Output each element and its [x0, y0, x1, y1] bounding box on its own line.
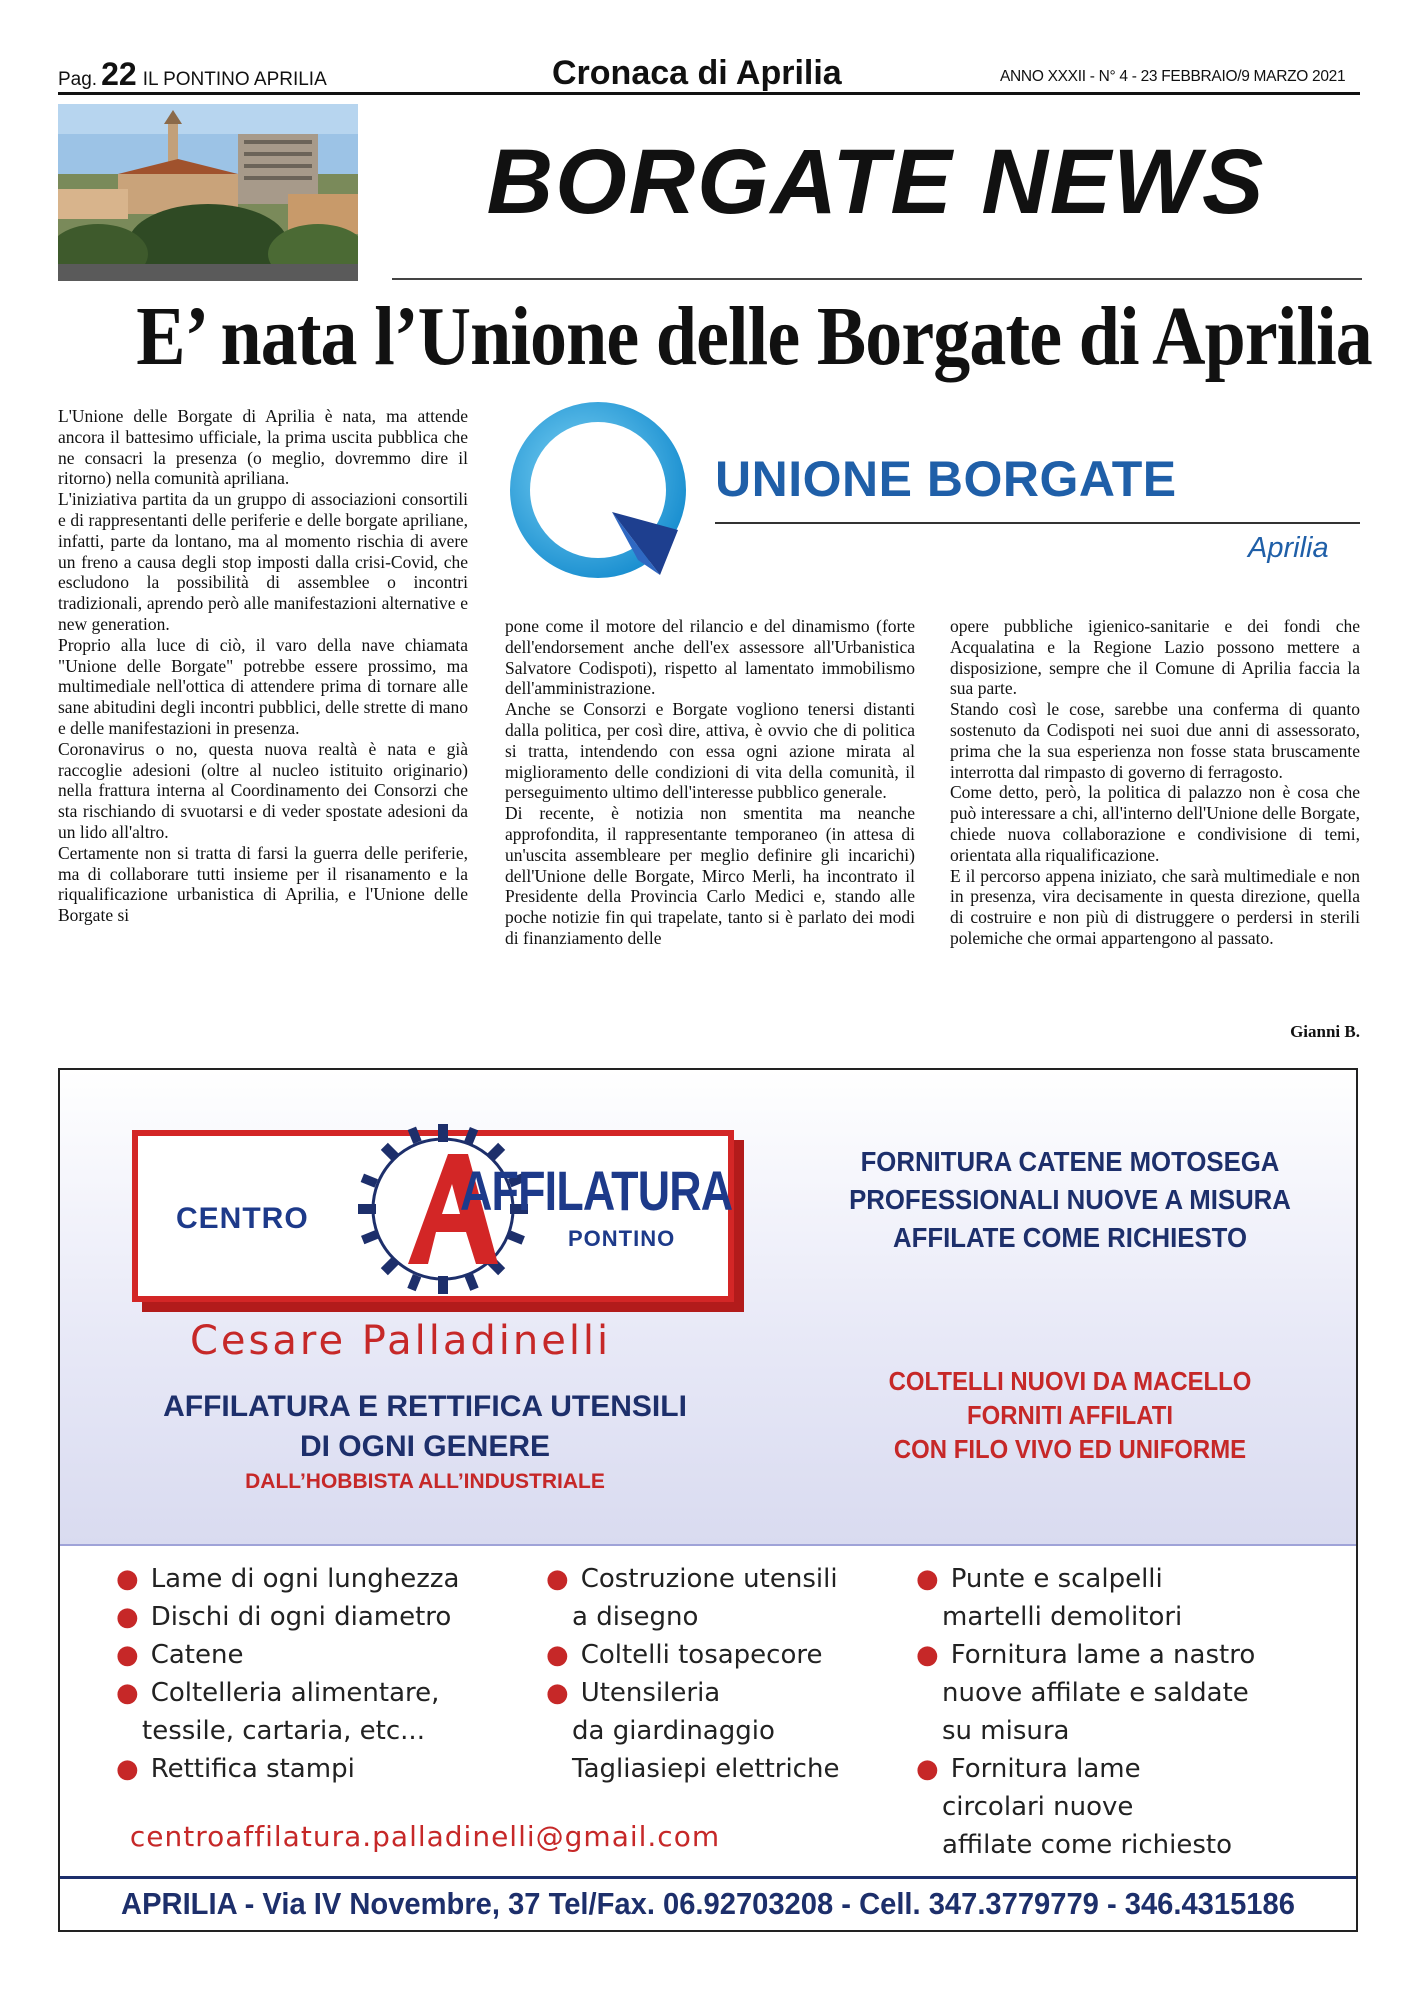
paragraph: Coronavirus o no, questa nuova realtà è nata e già raccoglie adesioni (oltre al nucleo istituito originario) nella frattura interna al Coordinamento dei Consorzi che sta rischiando di svuotarsi e di veder spostate adesioni da un lido all'altro.: [58, 738, 468, 842]
contact-address: APRILIA - Via IV Novembre, 37 Tel/Fax. 06.92703208 - Cell. 347.3779779 - 346.4315186: [121, 1886, 1295, 1921]
list-item: ● Fornitura lame a nastro: [916, 1640, 1256, 1670]
paragraph: E il percorso appena iniziato, che sarà multimediale e non in presenza, vira decisamente in questa direzione, quella di costruire e non più di distruggere o perdersi in sterili polemiche che ormai appartengono al passato.: [950, 865, 1360, 948]
paragraph: L'Unione delle Borgate di Aprilia è nata, ma attende ancora il battesimo ufficiale, la prima uscita pubblica che ne consacri la presenza (o meglio, dovremmo dire il ritorno) nella comunità apriliana.: [58, 406, 468, 489]
list-item: ● Lame di ogni lunghezza: [116, 1564, 460, 1594]
list-item: ● Dischi di ogni diametro: [116, 1602, 452, 1632]
list-item: ● Rettifica stampi: [116, 1754, 355, 1784]
address-divider: [60, 1876, 1356, 1879]
logo-divider: [715, 522, 1360, 524]
list-item-continued: tessile, cartaria, etc...: [142, 1716, 425, 1746]
ad-top-panel: [60, 1070, 1356, 1544]
logo-city: Aprilia: [1248, 532, 1329, 564]
banner-divider: [392, 278, 1362, 280]
unione-borgate-logo-icon: [508, 400, 698, 590]
ad-bottom-panel: [60, 1544, 1356, 1932]
issue-info: ANNO XXXII - N° 4 - 23 FEBBRAIO/9 MARZO 2021: [1000, 68, 1346, 85]
paragraph: L'iniziativa partita da un gruppo di associazioni consortili e di rappresentanti delle periferie e delle borgate apriliane, infatti, parte da lontano, ma al momento rischia di avere un freno a causa degli stop imposti dalla crisi-Covid, che escludono la possibilità di assemblee o incontri tradizionali, aprendo però alle manifestazioni alternative e new generation.: [58, 489, 468, 634]
list-item: ● Costruzione utensili: [546, 1564, 838, 1594]
list-item: ● Fornitura lame: [916, 1754, 1141, 1784]
paragraph: Proprio alla luce di ciò, il varo della nave chiamata "Unione delle Borgate" potrebbe essere prossimo, ma multimediale nell'ottica di attendere prima di tornare alle sane abitudini degli incontri pubblici, delle strette di mano e delle manifestazioni in presenza.: [58, 634, 468, 738]
list-item-continued: affilate come richiesto: [942, 1830, 1233, 1860]
brand-suffix: PONTINO: [568, 1226, 676, 1251]
owner-name: Cesare Palladinelli: [190, 1318, 612, 1364]
bullet-icon: ●: [116, 1564, 139, 1594]
brand-box: [132, 1130, 734, 1302]
paragraph: pone come il motore del rilancio e del dinamismo (forte dell'endorsement anche dell'ex assessore all'Urbanistica Salvatore Codispoti), rispetto al lamentato immobilismo dell'amministrazione.: [505, 616, 915, 699]
list-item-continued: Tagliasiepi elettriche: [572, 1754, 840, 1784]
chains-line-3: AFFILATE COME RICHIESTO: [893, 1222, 1247, 1253]
newspaper-name: IL PONTINO APRILIA: [142, 69, 327, 90]
article-column-2: [505, 616, 915, 949]
list-item: ● Coltelli tosapecore: [546, 1640, 823, 1670]
contact-email[interactable]: centroaffilatura.palladinelli@gmail.com: [129, 1820, 721, 1853]
list-item-continued: da giardinaggio: [572, 1716, 775, 1746]
article-signature: Gianni B.: [1290, 1022, 1360, 1041]
bullet-icon: ●: [916, 1754, 939, 1784]
town-photo: [58, 104, 358, 281]
brand-prefix: CENTRO: [176, 1202, 309, 1235]
paragraph: Come detto, però, la politica di palazzo non è cosa che può interessare a chi, all'interno dell'Unione delle Borgate, chiede nuova collaborazione e condivisione di temi, orientata alla riqualificazione.: [950, 782, 1360, 865]
banner-title: BORGATE NEWS: [486, 131, 1266, 233]
knives-line-1: COLTELLI NUOVI DA MACELLO: [888, 1366, 1252, 1396]
paragraph: Di recente, è notizia non smentita ma neanche approfondita, il rappresentante temporaneo (in attesa di un'uscita assembleare per meglio definire gli incarichi) dell'Unione delle Borgate, Mirco Merli, ha incontrato il Presidente della Provincia Carlo Medici e, stando alle poche notizie fin qui trapelate, tanto si è parlato dei modi di finanziamento delle: [505, 803, 915, 948]
list-item: ● Utensileria: [546, 1678, 721, 1708]
bullet-icon: ●: [546, 1640, 569, 1670]
bullet-icon: ●: [116, 1602, 139, 1632]
knives-line-2: FORNITI AFFILATI: [967, 1400, 1173, 1430]
list-item-continued: nuove affilate e saldate: [942, 1678, 1249, 1708]
list-item-continued: circolari nuove: [942, 1792, 1134, 1822]
services-tagline: DALL’HOBBISTA ALL’INDUSTRIALE: [245, 1470, 605, 1493]
paragraph: Certamente non si tratta di farsi la guerra delle periferie, ma di collaborare tutti insieme per il risanamento e la riqualificazione urbanistica di Aprilia, e l'Unione delle Borgate si: [58, 842, 468, 926]
header-divider: [58, 92, 1360, 95]
page-label: Pag.: [58, 69, 98, 90]
bullet-icon: ●: [546, 1564, 569, 1594]
knives-line-3: CON FILO VIVO ED UNIFORME: [893, 1434, 1247, 1464]
chains-line-2: PROFESSIONALI NUOVE A MISURA: [849, 1184, 1291, 1215]
bullet-icon: ●: [916, 1564, 939, 1594]
section-title: Cronaca di Aprilia: [552, 54, 842, 92]
list-item: ● Punte e scalpelli: [916, 1564, 1163, 1594]
article-column-3: [950, 616, 1360, 949]
services-line-2: DI OGNI GENERE: [299, 1430, 551, 1463]
services-line-1: AFFILATURA E RETTIFICA UTENSILI: [163, 1390, 687, 1423]
list-item-continued: martelli demolitori: [942, 1602, 1183, 1632]
bullet-icon: ●: [116, 1678, 139, 1708]
advertisement: [58, 1068, 1358, 1932]
paragraph: Anche se Consorzi e Borgate vogliono tenersi distanti dalla politica, per così dire, attiva, è ovvio che di politica si tratta, intendendo con essa ogni azione mirata al miglioramento delle condizioni di vita della comunità, il perseguimento ultimo dell'interesse pubblico generale.: [505, 699, 915, 803]
bullet-icon: ●: [116, 1640, 139, 1670]
list-item: ● Coltelleria alimentare,: [116, 1678, 440, 1708]
page-number: 22: [101, 56, 137, 92]
bullet-icon: ●: [916, 1640, 939, 1670]
page-header-left: [58, 56, 327, 93]
list-item: ● Catene: [116, 1640, 244, 1670]
paragraph: opere pubbliche igienico-sanitarie e dei fondi che Acqualatina e la Regione Lazio possono mettere a disposizione, sempre che il Comune di Aprilia faccia la sua parte.: [950, 616, 1360, 699]
list-item-continued: su misura: [942, 1716, 1070, 1746]
article-headline: E’ nata l’Unione delle Borgate di Aprilia: [136, 290, 1372, 383]
brand-main: AFFILATURA: [460, 1159, 733, 1222]
paragraph: Stando così le cose, sarebbe una conferma di quanto sostenuto da Codispoti nei suoi due anni di assessorato, prima che la sua esperienza non fosse stata bruscamente interrotta dal rimpasto di governo di ferragosto.: [950, 699, 1360, 782]
bullet-icon: ●: [546, 1678, 569, 1708]
bullet-icon: ●: [116, 1754, 139, 1784]
list-item-continued: a disegno: [572, 1602, 699, 1632]
logo-name: UNIONE BORGATE: [715, 451, 1177, 507]
article-column-1: [58, 406, 468, 926]
chains-line-1: FORNITURA CATENE MOTOSEGA: [860, 1146, 1280, 1177]
